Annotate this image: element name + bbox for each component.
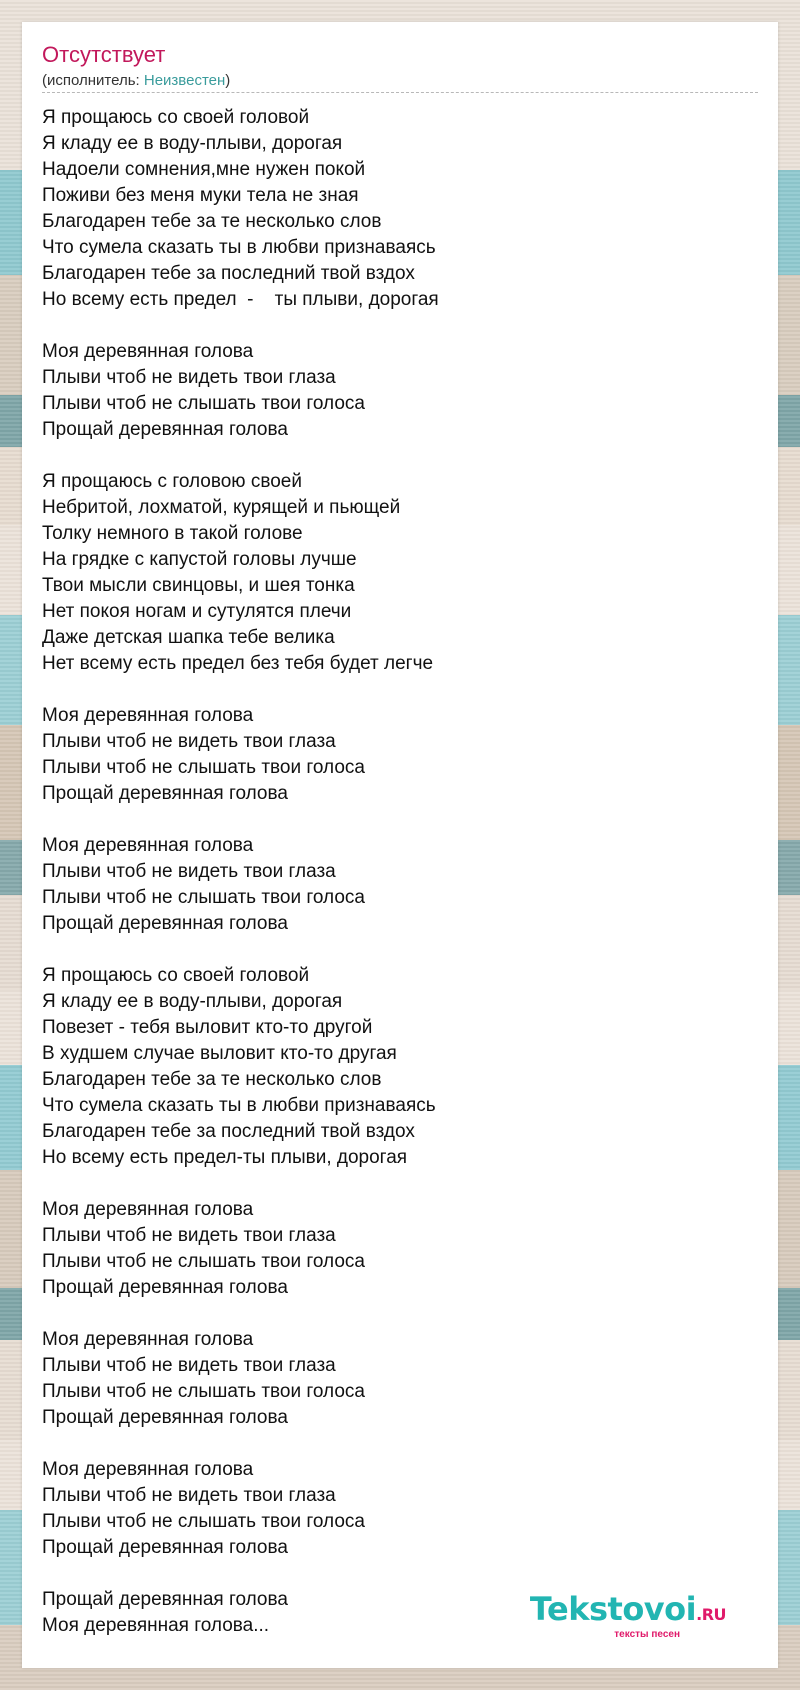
stanza-break xyxy=(42,677,756,703)
lyric-line: Плыви чтоб не слышать твои голоса xyxy=(42,1251,365,1272)
lyric-line: Моя деревянная голова xyxy=(42,1459,254,1480)
lyric-line: Прощай деревянная голова xyxy=(42,1537,288,1558)
lyric-line: Моя деревянная голова xyxy=(42,341,254,362)
lyric-line: Плыви чтоб не слышать твои голоса xyxy=(42,1381,365,1402)
lyric-line: Моя деревянная голова... xyxy=(42,1615,270,1636)
lyric-line: Небритой, лохматой, курящей и пьющей xyxy=(42,497,401,518)
song-title: Отсутствует xyxy=(42,42,166,67)
lyric-line: Прощай деревянная голова xyxy=(42,419,288,440)
lyric-line: Прощай деревянная голова xyxy=(42,783,288,804)
lyric-line: Прощай деревянная голова xyxy=(42,913,288,934)
lyric-line: Благодарен тебе за те несколько слов xyxy=(42,1069,382,1090)
stanza-break xyxy=(42,443,756,469)
lyrics-card xyxy=(22,22,778,1668)
logo-brand: Tekstovoi xyxy=(529,1590,697,1628)
song-header xyxy=(42,42,756,90)
lyric-line: Но всему есть предел-ты плыви, дорогая xyxy=(42,1147,408,1168)
lyric-line: Прощай деревянная голова xyxy=(42,1589,288,1610)
lyric-line: Прощай деревянная голова xyxy=(42,1277,288,1298)
lyric-line: Прощай деревянная голова xyxy=(42,1407,288,1428)
lyric-line: Плыви чтоб не видеть твои глаза xyxy=(42,731,336,752)
lyric-line: Плыви чтоб не видеть твои глаза xyxy=(42,861,336,882)
lyric-line: Поживи без меня муки тела не зная xyxy=(42,185,359,206)
lyric-line: Я прощаюсь со своей головой xyxy=(42,107,310,128)
stanza-break xyxy=(42,937,756,963)
lyric-line: Я прощаюсь с головою своей xyxy=(42,471,302,492)
lyric-line: Твои мысли свинцовы, и шея тонка xyxy=(42,575,355,596)
lyric-line: Моя деревянная голова xyxy=(42,1199,254,1220)
lyric-line: Плыви чтоб не видеть твои глаза xyxy=(42,1355,336,1376)
site-logo[interactable] xyxy=(529,1590,726,1640)
stanza-break xyxy=(42,807,756,833)
logo-tld: .RU xyxy=(696,1605,726,1624)
stanza-break xyxy=(42,1431,756,1457)
lyric-line: Плыви чтоб не слышать твои голоса xyxy=(42,1511,365,1532)
lyric-line: Плыви чтоб не видеть твои глаза xyxy=(42,1485,336,1506)
lyric-line: В худшем случае выловит кто-то другая xyxy=(42,1043,397,1064)
stanza-break xyxy=(42,313,756,339)
header-divider xyxy=(42,92,758,93)
artist-prefix: (исполнитель: xyxy=(42,72,144,89)
lyric-line: Моя деревянная голова xyxy=(42,1329,254,1350)
artist-suffix: ) xyxy=(225,72,231,89)
stanza-break xyxy=(42,1301,756,1327)
lyric-line: Я кладу ее в воду-плыви, дорогая xyxy=(42,991,343,1012)
lyric-line: Я кладу ее в воду-плыви, дорогая xyxy=(42,133,343,154)
lyric-line: На грядке с капустой головы лучше xyxy=(42,549,357,570)
lyric-line: Что сумела сказать ты в любви признаваясь xyxy=(42,237,436,258)
logo-wordmark xyxy=(529,1590,726,1631)
lyric-line: Плыви чтоб не слышать твои голоса xyxy=(42,887,365,908)
lyric-line: Нет покоя ногам и сутулятся плечи xyxy=(42,601,352,622)
lyric-line: Плыви чтоб не видеть твои глаза xyxy=(42,367,336,388)
lyric-line: Надоели сомнения,мне нужен покой xyxy=(42,159,366,180)
lyric-line: Что сумела сказать ты в любви признаваясь xyxy=(42,1095,436,1116)
lyric-line: Благодарен тебе за последний твой вздох xyxy=(42,263,415,284)
stanza-break xyxy=(42,1171,756,1197)
lyric-line: Плыви чтоб не слышать твои голоса xyxy=(42,757,365,778)
lyric-line: Толку немного в такой голове xyxy=(42,523,303,544)
lyric-line: Моя деревянная голова xyxy=(42,835,254,856)
lyric-line: Моя деревянная голова xyxy=(42,705,254,726)
lyric-line: Я прощаюсь со своей головой xyxy=(42,965,310,986)
artist-link[interactable]: Неизвестен xyxy=(143,72,226,89)
lyrics-text xyxy=(42,105,756,1639)
lyric-line: Даже детская шапка тебе велика xyxy=(42,627,335,648)
lyric-line: Нет всему есть предел без тебя будет легче xyxy=(42,653,434,674)
lyric-line: Благодарен тебе за те несколько слов xyxy=(42,211,382,232)
lyric-line: Плыви чтоб не видеть твои глаза xyxy=(42,1225,336,1246)
lyric-line: Но всему есть предел - ты плыви, дорогая xyxy=(42,289,439,310)
lyric-line: Благодарен тебе за последний твой вздох xyxy=(42,1121,415,1142)
lyric-line: Плыви чтоб не слышать твои голоса xyxy=(42,393,365,414)
lyric-line: Повезет - тебя выловит кто-то другой xyxy=(42,1017,373,1038)
stanza-break xyxy=(42,1561,756,1587)
logo-tagline: тексты песен xyxy=(614,1629,680,1640)
artist-line xyxy=(42,72,756,90)
